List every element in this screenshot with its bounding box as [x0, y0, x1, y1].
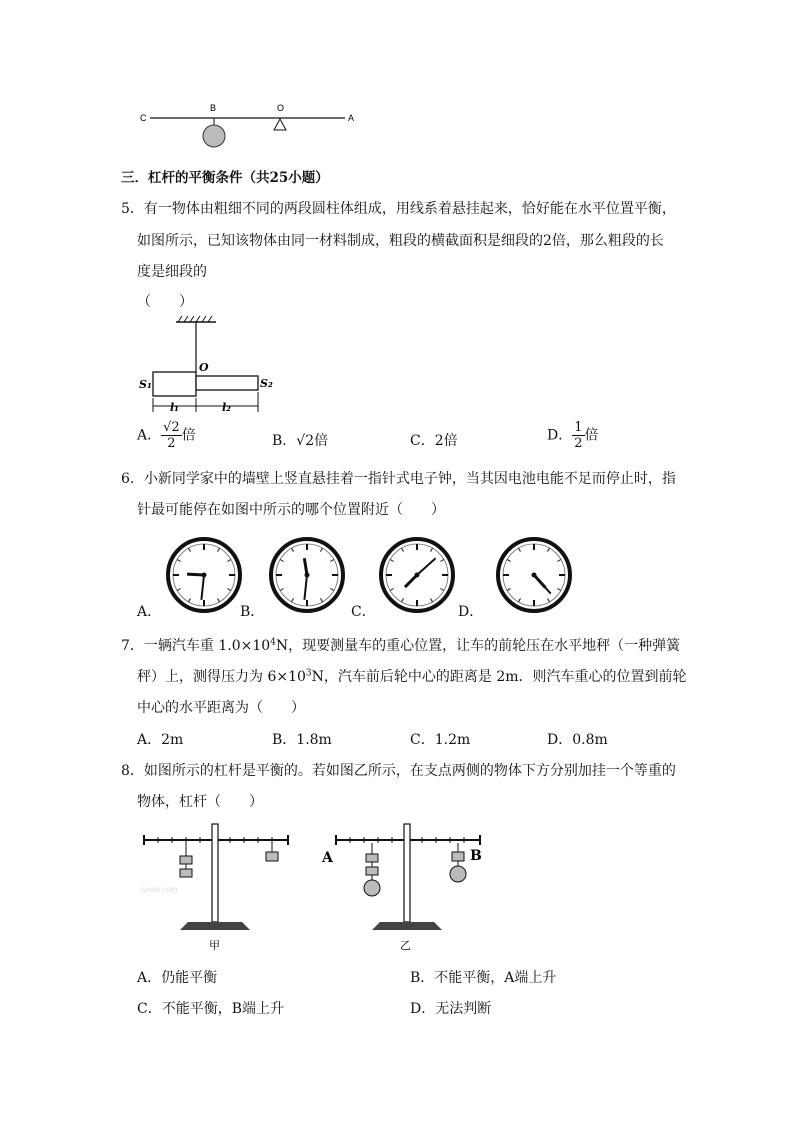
q8-line1: 8．如图所示的杠杆是平衡的。若如图乙所示，在支点两侧的物体下方分别加挂一个等重的	[121, 763, 676, 779]
q6-line2: 针最可能停在如图中所示的哪个位置附近（ ）	[137, 502, 445, 518]
fig-label-l2: l₂	[222, 401, 231, 414]
q5-option-d[interactable]	[547, 420, 599, 451]
q5-option-a-fraction	[161, 420, 182, 451]
q6-option-a[interactable]: A．	[137, 604, 162, 620]
lever-cboa-figure	[130, 100, 370, 155]
q5-line2: 如图所示，已知该物体由同一材料制成，粗段的横截面积是细段的2倍，那么粗段的长	[137, 233, 664, 249]
q5-option-d-den: 2	[574, 436, 583, 451]
clock-a	[165, 536, 243, 614]
fig-label-o: O	[199, 361, 209, 374]
q7-line3: 中心的水平距离为（ ）	[137, 700, 305, 716]
clock-d	[495, 536, 573, 614]
q7-line1-post: N，现要测量车的重心位置，让车的前轮压在水平地秤（一种弹簧	[275, 638, 681, 654]
balance-jia-figure	[138, 818, 298, 953]
q8-option-a[interactable]: A．仍能平衡	[137, 970, 218, 986]
q7-option-d[interactable]: D．0.8m	[547, 732, 608, 748]
q7-option-b[interactable]: B．1.8m	[272, 732, 332, 748]
q5-option-a[interactable]	[137, 420, 196, 451]
q7-line2	[137, 666, 687, 686]
q6-line1: 6．小新同学家中的墙壁上竖直悬挂着一指针式电子钟，当其因电池电能不足而停止时，指	[121, 471, 676, 487]
q5-option-b-label: B．	[272, 433, 297, 449]
label-o: O	[277, 103, 285, 113]
q7-line1-pre: 7．一辆汽车重 1.0×10	[121, 638, 271, 654]
q8-line2: 物体，杠杆（ ）	[137, 794, 263, 810]
fig-label-s2: S₂	[260, 377, 273, 390]
fig-label-jia: 甲	[209, 939, 220, 952]
label-c: C	[140, 113, 147, 123]
fig-label-l1: l₁	[170, 401, 179, 414]
balance-yi-figure	[320, 818, 495, 953]
q7-option-a[interactable]: A．2m	[137, 732, 184, 748]
section-title: 三．杠杆的平衡条件（共25小题）	[121, 170, 329, 186]
fig-label-yi: 乙	[400, 939, 411, 952]
fig-label-s1: S₁	[139, 378, 152, 391]
q5-line1: 5．有一物体由粗细不同的两段圆柱体组成，用线系着悬挂起来，恰好能在水平位置平衡，	[121, 201, 676, 217]
q5-option-c-label: C．	[410, 433, 435, 449]
q5-option-d-label: D．	[547, 427, 573, 444]
q8-option-d[interactable]: D．无法判断	[410, 1001, 492, 1017]
clock-c	[378, 536, 456, 614]
q5-option-b[interactable]	[272, 430, 328, 450]
q5-option-a-label: A．	[137, 427, 162, 444]
q7-line1-exp: 4	[270, 637, 276, 648]
q5-option-d-fraction	[572, 420, 584, 451]
q5-option-a-den: 2	[167, 436, 176, 451]
q6-option-d[interactable]: D．	[458, 604, 484, 620]
q5-option-d-unit: 倍	[584, 427, 599, 444]
q5-option-a-unit: 倍	[181, 427, 196, 444]
q7-option-c[interactable]: C．1.2m	[410, 732, 471, 748]
q7-line2-exp: 3	[305, 668, 312, 679]
q8-option-c[interactable]: C．不能平衡，B端上升	[137, 1001, 284, 1017]
q7-line2-pre: 秤）上，测得压力为 6×10	[137, 669, 306, 685]
q6-option-c[interactable]: C．	[351, 604, 376, 620]
q5-answer-blank: （ ）	[137, 294, 193, 310]
fig-label-b: B	[470, 848, 482, 864]
q6-option-b[interactable]: B．	[240, 604, 265, 620]
label-b: B	[210, 103, 217, 113]
q7-line2-post: N，汽车前后轮中心的距离是 2m．则汽车重心的位置到前轮	[311, 669, 687, 685]
q5-cylinder-figure	[136, 312, 286, 417]
fig-watermark: jyeoo.com	[141, 885, 178, 894]
q7-line1	[121, 635, 680, 655]
q5-option-c-value: 2倍	[434, 433, 458, 449]
q8-option-b[interactable]: B．不能平衡，A端上升	[410, 970, 557, 986]
q5-option-b-value: √2倍	[296, 433, 329, 449]
clock-b	[268, 536, 346, 614]
label-a: A	[348, 113, 355, 123]
q5-option-c[interactable]	[410, 430, 458, 450]
q5-option-a-num: √2	[163, 420, 180, 435]
q5-line3: 度是细段的	[137, 264, 207, 280]
q5-option-d-num: 1	[574, 420, 583, 435]
fig-label-a: A	[322, 850, 333, 866]
